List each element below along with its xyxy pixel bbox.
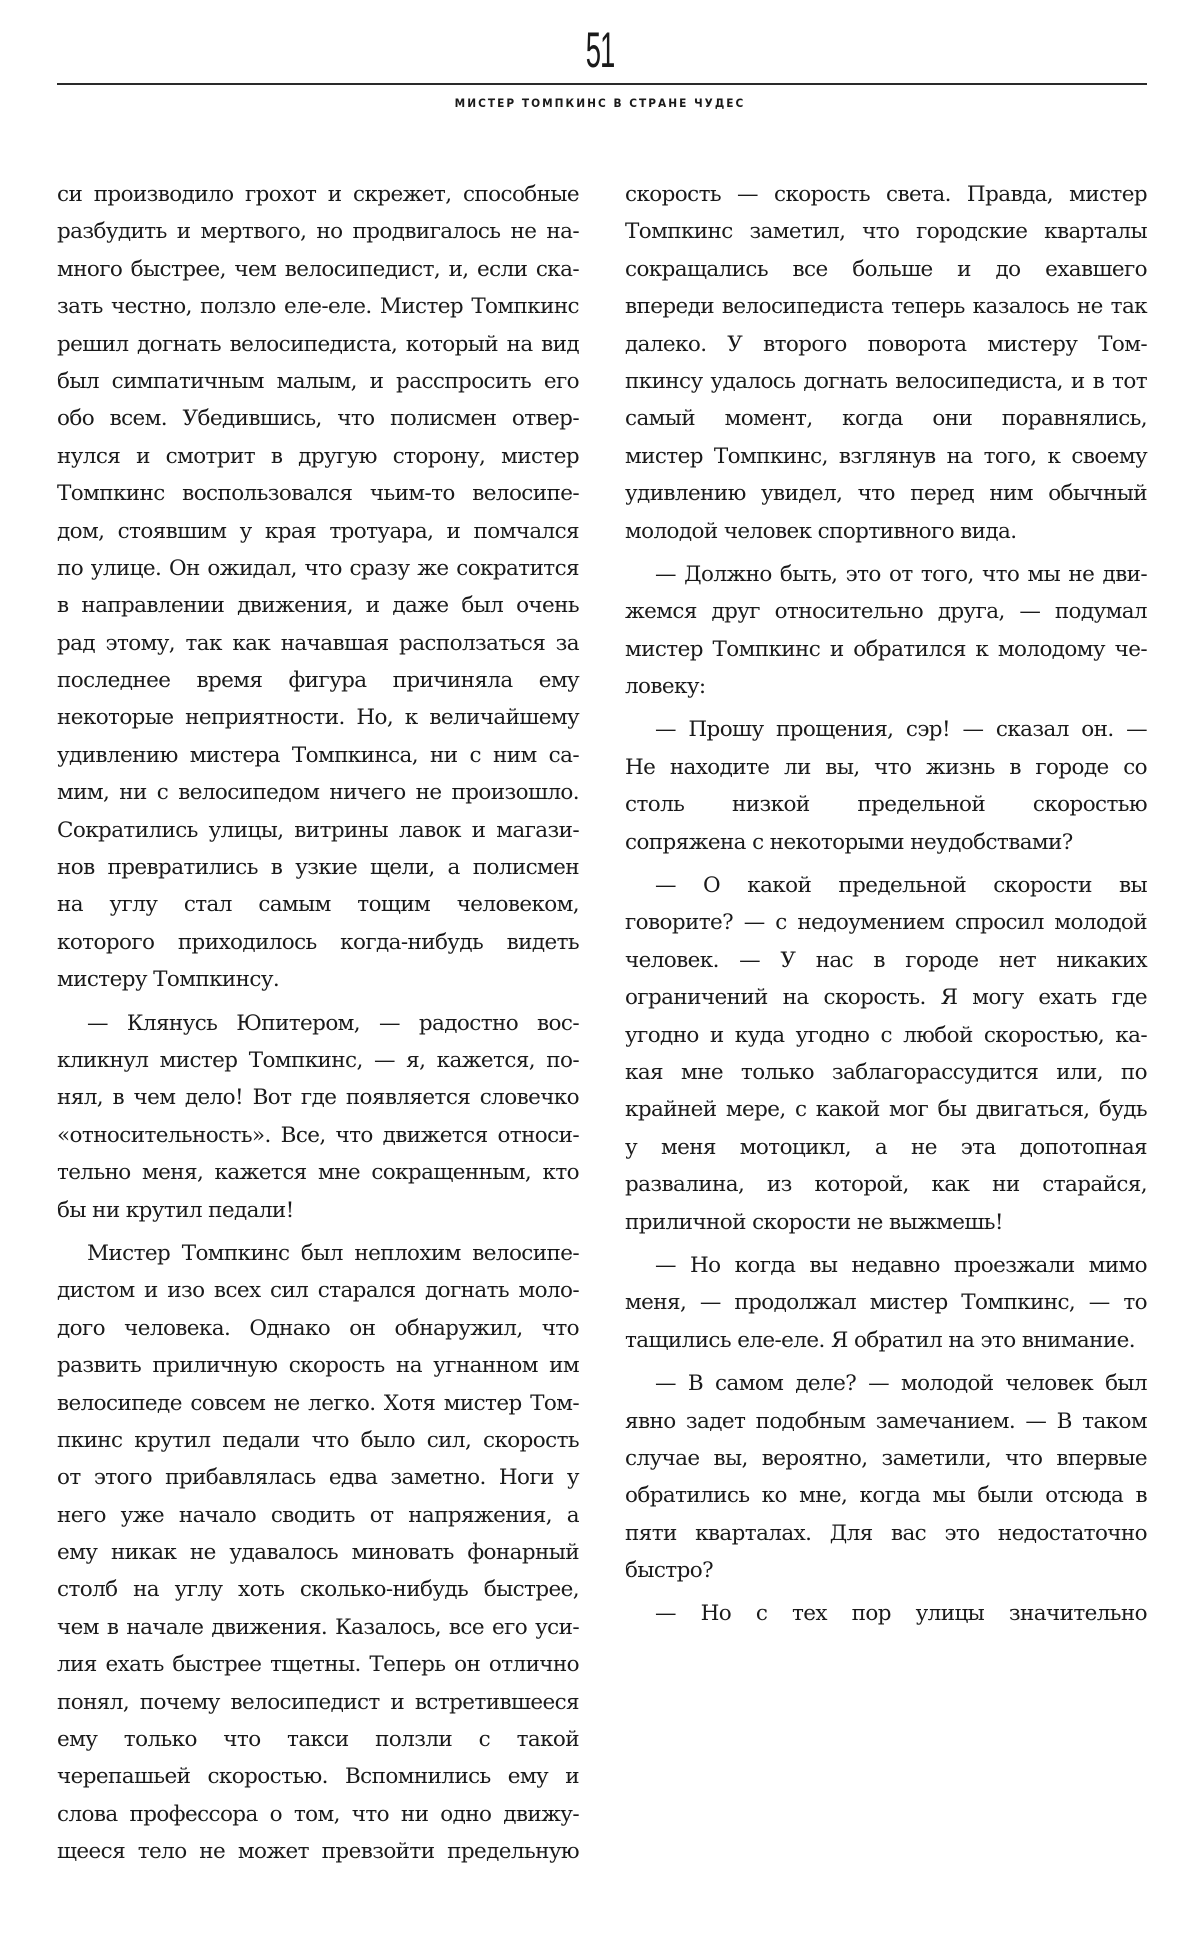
text-line: говорите? — с недоумением спросил молодой (625, 910, 1147, 936)
text-line: человек. — У нас в городе нет никаких (625, 947, 1147, 973)
text-line: дом, стоявшим у края тротуара, и помчался (57, 518, 579, 544)
paragraph (57, 176, 579, 999)
text-line: явно задет подобным замечанием. — В таком (625, 1408, 1147, 1434)
text-line: щееся тело не может превзойти предельную (57, 1839, 579, 1865)
text-line: самый момент, когда они поравнялись, (625, 406, 1147, 432)
text-line: удивлению мистера Томпкинса, ни с ним са- (57, 742, 579, 768)
right-column (625, 176, 1147, 1633)
text-line: жемся друг относительно друга, — подумал (625, 599, 1147, 625)
text-line: бы ни крутил педали! (57, 1197, 294, 1223)
text-line: него уже начало сводить от напряжения, а (57, 1502, 579, 1528)
paragraph (625, 1595, 1147, 1632)
text-line: слова профессора о том, что ни одно движу- (57, 1801, 579, 1827)
text-line: мистер Томпкинс, взглянув на того, к своему (625, 443, 1147, 469)
text-line: много быстрее, чем велосипедист, и, если ска- (57, 256, 579, 282)
text-line: тащились еле-еле. Я обратил на это внимание. (625, 1327, 1135, 1353)
text-line: развить приличную скорость на угнанном им (57, 1353, 579, 1379)
text-line: си производило грохот и скрежет, способные (57, 182, 579, 207)
text-line: разбудить и мертвого, но продвигалось не на- (57, 219, 579, 245)
text-line: крайней мере, с какой мог бы двигаться, будь (625, 1097, 1147, 1123)
text-line: зать честно, ползло еле-еле. Мистер Томпкинс (57, 294, 579, 320)
header-rule (57, 83, 1147, 85)
text-line: мистеру Томпкинсу. (57, 967, 280, 993)
text-line: — В самом деле? — молодой человек был (655, 1371, 1147, 1397)
text-line: — Но с тех пор улицы значительно (655, 1601, 1147, 1627)
text-line: развалина, из которой, как ни старайся, (625, 1172, 1147, 1198)
text-line: в направлении движения, и даже был очень (57, 593, 579, 619)
text-line: Сократились улицы, витрины лавок и магази- (57, 817, 579, 843)
text-line: решил догнать велосипедиста, который на вид (57, 331, 579, 357)
text-line: скорость — скорость света. Правда, мистер (625, 182, 1147, 207)
text-line: далеко. У второго поворота мистеру Том- (625, 331, 1147, 357)
text-line: Не находите ли вы, что жизнь в городе со (625, 754, 1147, 780)
text-line: некоторые неприятности. Но, к величайшему (57, 705, 579, 731)
text-line: меня, — продолжал мистер Томпкинс, — то (625, 1290, 1147, 1316)
text-line: ему только что такси ползли с такой (57, 1727, 579, 1753)
text-line: обо всем. Убедившись, что полисмен отвер- (57, 406, 579, 432)
paragraph (625, 711, 1147, 861)
text-line: столб на углу хоть сколько-нибудь быстрее, (57, 1577, 579, 1603)
text-line: у меня мотоцикл, а не эта допотопная (625, 1134, 1147, 1160)
text-line: понял, почему велосипедист и встретившееся (57, 1689, 579, 1715)
text-line: был симпатичным малым, и расспросить его (57, 368, 579, 394)
text-line: последнее время фигура причиняла ему (57, 668, 579, 694)
text-line: сопряжена с некоторыми неудобствами? (625, 829, 1073, 855)
text-line: — Но когда вы недавно проезжали мимо (655, 1252, 1147, 1278)
text-line: — Должно быть, это от того, что мы не дви- (655, 561, 1147, 587)
text-line: удивлению увидел, что перед ним обычный (625, 481, 1147, 507)
text-line: от этого прибавлялась едва заметно. Ноги у (57, 1465, 579, 1491)
text-line: молодой человек спортивного вида. (625, 518, 1017, 544)
text-line: — Прошу прощения, сэр! — сказал он. — (655, 717, 1147, 743)
text-line: столь низкой предельной скоростью (625, 792, 1147, 818)
text-line: нов превратились в узкие щели, а полисмен (57, 855, 579, 881)
text-line: тельно меня, кажется мне сокращенным, кто (57, 1160, 579, 1186)
text-line: дистом и изо всех сил старался догнать моло- (57, 1278, 579, 1304)
text-line: дого человека. Однако он обнаружил, что (57, 1315, 579, 1341)
paragraph (625, 1365, 1147, 1589)
left-column (57, 176, 579, 1871)
text-line: нял, в чем дело! Вот где появляется словечко (57, 1085, 579, 1111)
text-line: сокращались все больше и до ехавшего (625, 256, 1147, 282)
text-line: велосипеде совсем не легко. Хотя мистер Том- (57, 1390, 579, 1416)
text-line: на углу стал самым тощим человеком, (57, 892, 579, 918)
text-line: впереди велосипедиста теперь казалось не так (625, 294, 1147, 320)
text-line: — О какой предельной скорости вы (655, 873, 1147, 899)
text-line: Томпкинс воспользовался чьим-то велосипе- (57, 481, 579, 507)
text-line: ему никак не удавалось миновать фонарный (57, 1540, 579, 1566)
text-line: ловеку: (625, 674, 706, 700)
text-line: — Клянусь Юпитером, — радостно вос- (87, 1010, 579, 1036)
text-line: «относительность». Все, что движется относи- (57, 1122, 579, 1148)
text-line: рад этому, так как начавшая расползаться за (57, 630, 579, 656)
text-line: мистер Томпкинс и обратился к молодому че- (625, 636, 1147, 662)
text-line: которого приходилось когда-нибудь видеть (57, 929, 579, 955)
text-line: кликнул мистер Томпкинс, — я, кажется, по- (57, 1047, 579, 1073)
paragraph (625, 556, 1147, 706)
text-line: обратились ко мне, когда мы были отсюда в (625, 1483, 1147, 1509)
text-line: приличной скорости не выжмешь! (625, 1209, 1003, 1235)
text-line: ограничений на скорость. Я могу ехать где (625, 985, 1147, 1011)
paragraph (57, 1005, 579, 1229)
paragraph (625, 1247, 1147, 1359)
text-line: по улице. Он ожидал, что сразу же сократится (57, 555, 579, 581)
text-line: кая мне только заблагорассудится или, по (625, 1059, 1147, 1085)
paragraph (57, 1235, 579, 1871)
text-line: чем в начале движения. Казалось, все его уси- (57, 1614, 579, 1640)
text-line: пкинсу удалось догнать велосипедиста, и в тот (625, 368, 1147, 394)
text-line: угодно и куда угодно с любой скоростью, ка- (625, 1022, 1147, 1048)
text-line: быстро? (625, 1558, 714, 1584)
paragraph (625, 867, 1147, 1241)
text-line: мим, ни с велосипедом ничего не произошло. (57, 780, 579, 806)
paragraph (625, 176, 1147, 550)
text-line: черепашьей скоростью. Вспомнились ему и (57, 1764, 579, 1790)
text-line: случае вы, вероятно, заметили, что впервые (625, 1445, 1147, 1471)
page-number: 51 (585, 22, 615, 78)
text-line: Томпкинс заметил, что городские кварталы (625, 219, 1147, 245)
text-line: нулся и смотрит в другую сторону, мистер (57, 443, 579, 469)
text-line: лия ехать быстрее тщетны. Теперь он отлично (57, 1652, 579, 1678)
text-line: пкинс крутил педали что было сил, скорость (57, 1427, 579, 1453)
text-line: пяти кварталах. Для вас это недостаточно (625, 1520, 1147, 1546)
running-title: МИСТЕР ТОМПКИНС В СТРАНЕ ЧУДЕС (454, 96, 746, 110)
text-line: Мистер Томпкинс был неплохим велосипе- (87, 1240, 579, 1266)
